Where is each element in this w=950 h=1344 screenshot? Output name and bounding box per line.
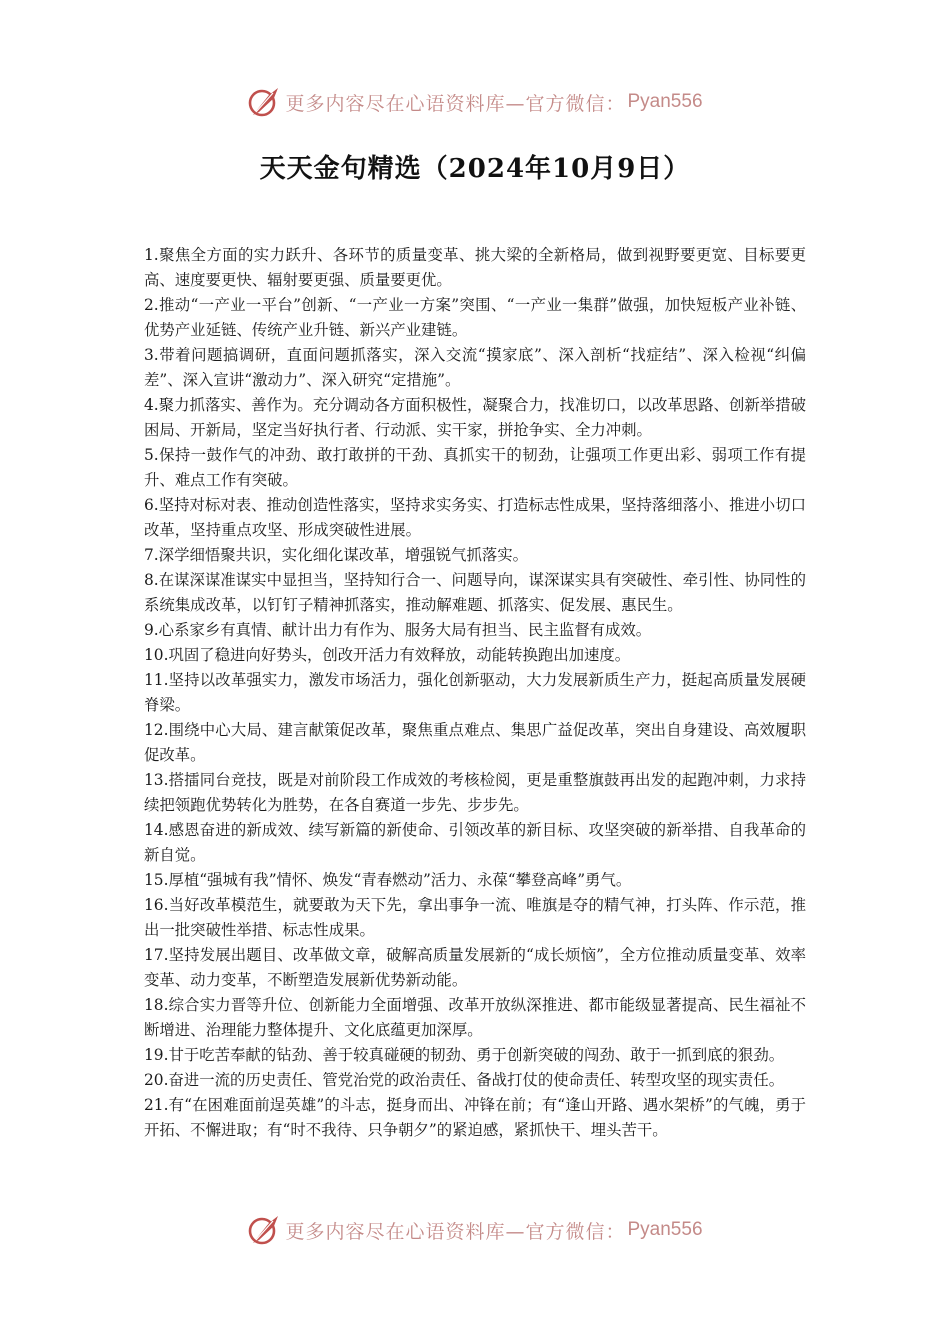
quote-item: 18.综合实力晋等升位、创新能力全面增强、改革开放纵深推进、都市能级显著提高、民生福祉不断增进、治理能力整体提升、文化底蕴更加深厚。	[144, 996, 806, 1039]
quote-item: 16.当好改革模范生，就要敢为天下先，拿出事争一流、唯旗是夺的精气神，打头阵、作示范，推出一批突破性举措、标志性成果。	[144, 896, 806, 939]
quote-item: 6.坚持对标对表、推动创造性落实，坚持求实务实、打造标志性成果，坚持落细落小、推进小切口改革，坚持重点攻坚、形成突破性进展。	[144, 496, 806, 539]
banner-text: 更多内容尽在心语资料库—官方微信：	[285, 1220, 626, 1243]
quote-item: 3.带着问题搞调研，直面问题抓落实，深入交流“摸家底”、深入剖析“找症结”、深入检视“纠偏差”、深入宣讲“激动力”、深入研究“定措施”。	[144, 346, 806, 389]
quote-item: 7.深学细悟聚共识，实化细化谋改革，增强锐气抓落实。	[144, 546, 529, 564]
quote-item: 19.甘于吃苦奉献的钻劲、善于较真碰硬的韧劲、勇于创新突破的闯劲、敢于一抓到底的狠劲。	[144, 1046, 785, 1064]
quote-item: 10.巩固了稳进向好势头，创改开活力有效释放，动能转换跑出加速度。	[144, 646, 631, 664]
watermark-banner-top	[0, 82, 950, 122]
quill-logo-icon	[247, 85, 281, 119]
banner-text: 更多内容尽在心语资料库—官方微信：	[285, 92, 626, 115]
quote-item: 4.聚力抓落实、善作为。充分调动各方面积极性，凝聚合力，找准切口，以改革思路、创新举措破困局、开新局，坚定当好执行者、行动派、实干家，拼抢争实、全力冲刺。	[144, 396, 806, 439]
quill-logo-icon	[247, 1213, 281, 1247]
quote-item: 11.坚持以改革强实力，激发市场活力，强化创新驱动，大力发展新质生产力，挺起高质量发展硬脊梁。	[144, 671, 806, 714]
wechat-id: Pyan556	[627, 1219, 703, 1240]
quote-item: 2.推动“一产业一平台”创新、“一产业一方案”突围、“一产业一集群”做强，加快短板产业补链、优势产业延链、传统产业升链、新兴产业建链。	[144, 296, 806, 339]
wechat-id: Pyan556	[627, 91, 703, 112]
quote-item: 1.聚焦全方面的实力跃升、各环节的质量变革、挑大梁的全新格局，做到视野要更宽、目标要更高、速度要更快、辐射要更强、质量要更优。	[144, 246, 806, 289]
quote-item: 21.有“在困难面前逞英雄”的斗志，挺身而出、冲锋在前；有“逢山开路、遇水架桥”的气魄，勇于开拓、不懈进取；有“时不我待、只争朝夕”的紧迫感，紧抓快干、埋头苦干。	[144, 1096, 806, 1139]
quote-item: 12.围绕中心大局、建言献策促改革，聚焦重点难点、集思广益促改革，突出自身建设、高效履职促改革。	[144, 721, 806, 764]
quote-item: 5.保持一鼓作气的冲劲、敢打敢拼的干劲、真抓实干的韧劲，让强项工作更出彩、弱项工作有提升、难点工作有突破。	[144, 446, 806, 489]
quote-item: 15.厚植“强城有我”情怀、焕发“青春燃动”活力、永葆“攀登高峰”勇气。	[144, 871, 632, 889]
quote-item: 9.心系家乡有真情、献计出力有作为、服务大局有担当、民主监督有成效。	[144, 621, 652, 639]
watermark-banner-bottom	[0, 1210, 950, 1250]
quote-item: 17.坚持发展出题目、改革做文章，破解高质量发展新的“成长烦恼”，全方位推动质量变革、效率变革、动力变革，不断塑造发展新优势新动能。	[144, 946, 806, 989]
quote-list	[144, 243, 806, 1143]
quote-item: 13.搭擂同台竞技，既是对前阶段工作成效的考核检阅，更是重整旗鼓再出发的起跑冲刺，力求持续把领跑优势转化为胜势，在各自赛道一步先、步步先。	[144, 771, 806, 814]
quote-item: 8.在谋深谋准谋实中显担当，坚持知行合一、问题导向，谋深谋实具有突破性、牵引性、协同性的系统集成改革，以钉钉子精神抓落实，推动解难题、抓落实、促发展、惠民生。	[144, 571, 806, 614]
quote-item: 14.感恩奋进的新成效、续写新篇的新使命、引领改革的新目标、攻坚突破的新举措、自我革命的新自觉。	[144, 821, 806, 864]
quote-item: 20.奋进一流的历史责任、管党治党的政治责任、备战打仗的使命责任、转型攻坚的现实责任。	[144, 1071, 785, 1089]
page-title: 天天金句精选（2024年10月9日）	[259, 154, 691, 184]
